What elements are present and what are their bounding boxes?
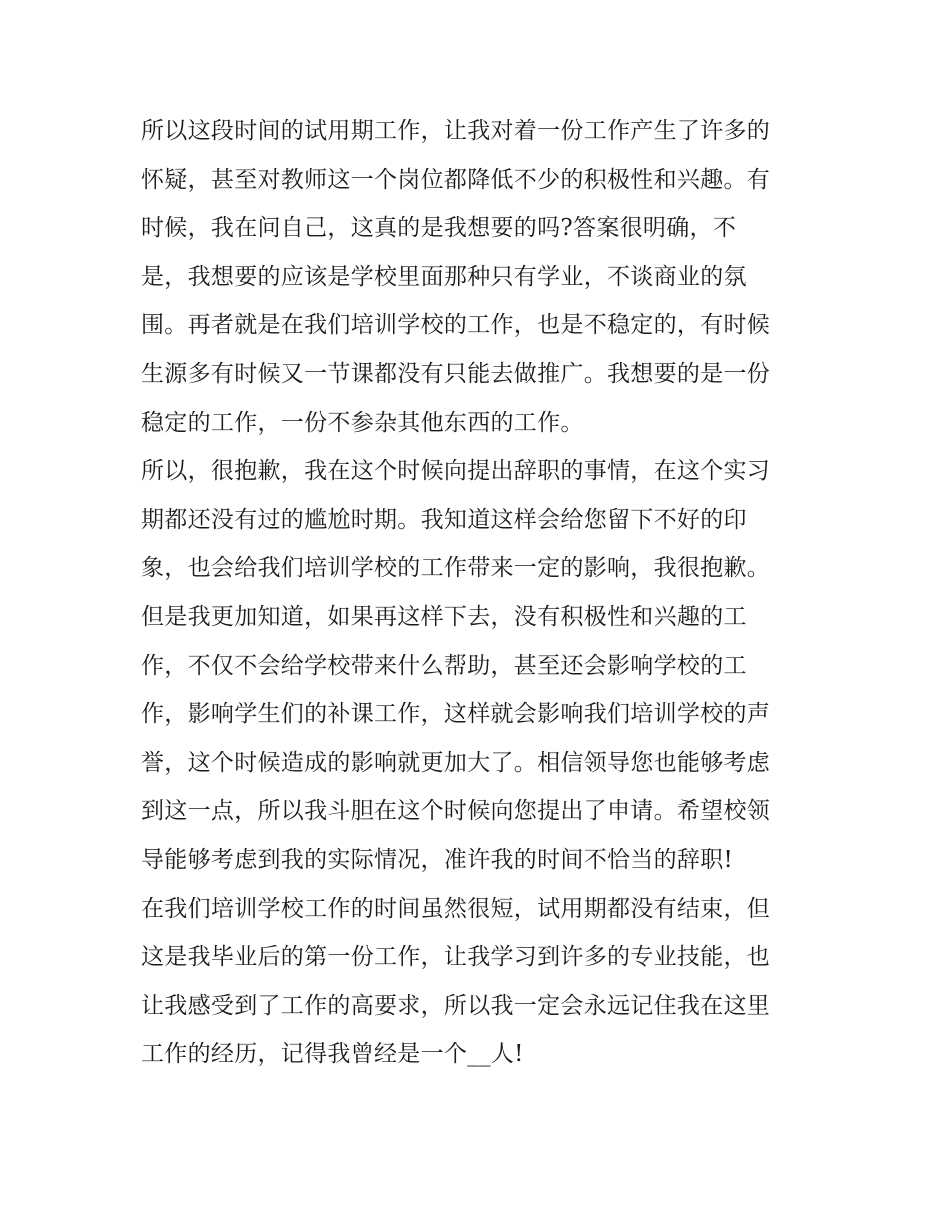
text-line: 作，不仅不会给学校带来什么帮助，甚至还会影响学校的工 <box>141 652 747 679</box>
text-line: 期都还没有过的尴尬时期。我知道这样会给您留下不好的印 <box>141 506 747 533</box>
text-line: 导能够考虑到我的实际情况，准许我的时间不恰当的辞职! <box>141 846 734 873</box>
text-line: 这是我毕业后的第一份工作，让我学习到许多的专业技能，也 <box>141 944 771 971</box>
body-text <box>141 107 821 1079</box>
text-line: 象，也会给我们培训学校的工作带来一定的影响，我很抱歉。 <box>141 555 771 582</box>
text-line: 是，我想要的应该是学校里面那种只有学业，不谈商业的氛 <box>141 263 747 290</box>
text-line: 工作的经历，记得我曾经是一个__人! <box>141 1041 524 1068</box>
text-line: 生源多有时候又一节课都没有只能去做推广。我想要的是一份 <box>141 360 771 387</box>
text-line: 时候，我在问自己，这真的是我想要的吗?答案很明确，不 <box>141 215 737 242</box>
text-line: 稳定的工作，一份不参杂其他东西的工作。 <box>141 409 584 436</box>
text-line: 所以，很抱歉，我在这个时候向提出辞职的事情，在这个实习 <box>141 458 771 485</box>
text-line: 但是我更加知道，如果再这样下去，没有积极性和兴趣的工 <box>141 603 747 630</box>
text-line: 到这一点，所以我斗胆在这个时候向您提出了申请。希望校领 <box>141 798 771 825</box>
text-line: 誉，这个时候造成的影响就更加大了。相信领导您也能够考虑 <box>141 749 771 776</box>
text-line: 怀疑，甚至对教师这一个岗位都降低不少的积极性和兴趣。有 <box>141 166 771 193</box>
text-line: 所以这段时间的试用期工作，让我对着一份工作产生了许多的 <box>141 118 771 144</box>
text-line: 在我们培训学校工作的时间虽然很短，试用期都没有结束，但 <box>141 895 771 922</box>
text-line: 让我感受到了工作的高要求，所以我一定会永远记住我在这里 <box>141 992 771 1019</box>
text-line: 作，影响学生们的补课工作，这样就会影响我们培训学校的声 <box>141 701 771 728</box>
text-line: 围。再者就是在我们培训学校的工作，也是不稳定的，有时候 <box>141 312 771 339</box>
